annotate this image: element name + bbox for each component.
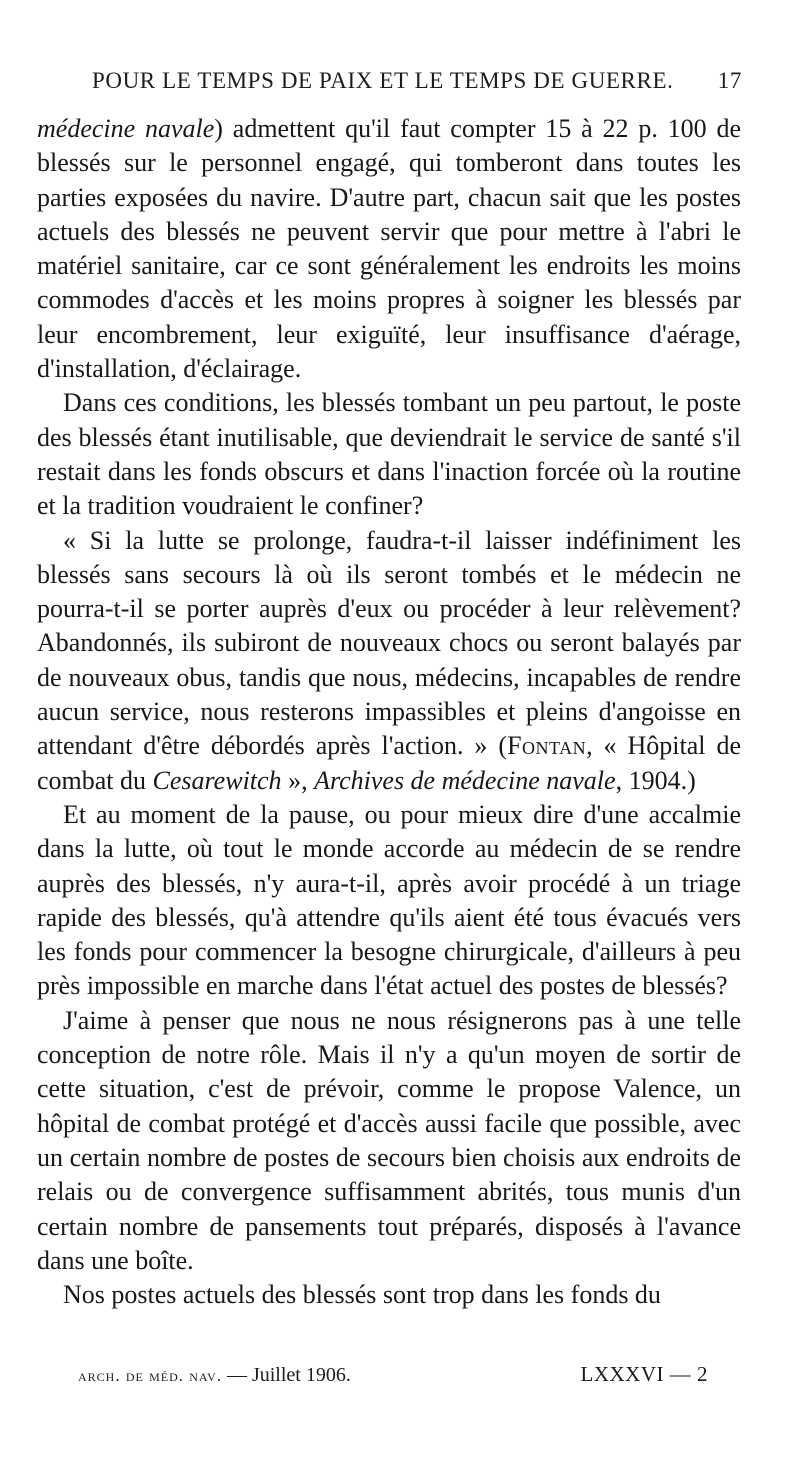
page-number: 17 (717, 68, 742, 93)
quotation-text: « Si la lutte se prolonge, faudra-t-il laisser indéfiniment les blessés sans secours là où ils seront tombés et le médecin ne pourra-t-il se porter auprès d'eux ou procéder à leur relèvement? Abandonnés, ils subiront de nouveaux chocs ou seront balayés par de nouveaux obus, tandis que nous, médecins, incapables de rendre aucun service, nous resterons impassibles et pleins d'angoisse en attendant d'être débordés après l'action. » (37, 525, 741, 761)
quotation-paragraph (37, 524, 741, 798)
footer-journal-abbr: arch. de méd. nav. (78, 1366, 222, 1385)
citation-text: », (281, 765, 315, 795)
paragraph: J'aime à penser que nous ne nous résignerons pas à une telle conception de notre rôle. Mais il n'y a qu'un moyen de sortir de cette situation, c'est de prévoir, comme le propose Valence, un hôpital de combat protégé et d'accès aussi facile que possible, avec un certain nombre de postes de secours bien choisis aux endroits de relais ou de convergence suffisamment abrités, tous munis d'un certain nombre de pansements tout préparés, disposés à l'avance dans une boîte. (37, 1005, 741, 1275)
page-header (92, 68, 742, 100)
footer-journal (78, 1364, 351, 1387)
paragraph: Dans ces conditions, les blessés tombant un peu partout, le poste des blessés étant inutilisable, que deviendrait le service de santé s'il restait dans les fonds obscurs et dans l'inaction forcée où la routine et la tradition voudraient le confiner? (37, 388, 741, 521)
citation-author: Fontan (507, 731, 587, 761)
paragraph: Et au moment de la pause, ou pour mieux dire d'une accalmie dans la lutte, où tout le monde accorde au médecin de se rendre auprès des blessés, n'y aura-t-il, après avoir procédé à un triage rapide des blessés, qu'à attendre qu'ils aient été tous évacués vers les fonds pour commencer la besogne chirurgicale, d'ailleurs à peu près impossible en marche dans l'état actuel des postes de blessés? (37, 799, 741, 1001)
citation-year: , 1904.) (615, 765, 696, 795)
footer-signature: LXXXVI — 2 (580, 1362, 708, 1386)
citation-open: ( (498, 731, 508, 761)
italic-journal-name: médecine navale (37, 114, 215, 143)
body-text (37, 112, 741, 1312)
citation-journal-name: Archives de médecine navale (314, 765, 616, 795)
running-title: POUR LE TEMPS DE PAIX ET LE TEMPS DE GUERRE. (92, 68, 674, 93)
page-footer (78, 1362, 708, 1392)
footer-journal-date: — Juillet 1906. (221, 1364, 351, 1386)
paragraph: Nos postes actuels des blessés sont trop dans les fonds du (63, 1280, 661, 1310)
citation-text: , « Hôpital de combat du (37, 731, 742, 795)
paragraph-continued (37, 112, 741, 386)
citation-ship-name: Cesarewitch (152, 765, 282, 795)
paragraph-text: ) admettent qu'il faut compter 15 à 22 p. 100 de blessés sur le personnel engagé, qui tomberont dans toutes les parties exposées du navire. D'autre part, chacun sait que les postes actuels des blessés ne peuvent servir que pour mettre à l'abri le matériel sanitaire, car ce sont généralement les endroits les moins commodes d'accès et les moins propres à soigner les blessés par leur encombrement, leur exiguïté, leur insuffisance d'aérage, d'installation, d'éclairage. (37, 114, 741, 384)
